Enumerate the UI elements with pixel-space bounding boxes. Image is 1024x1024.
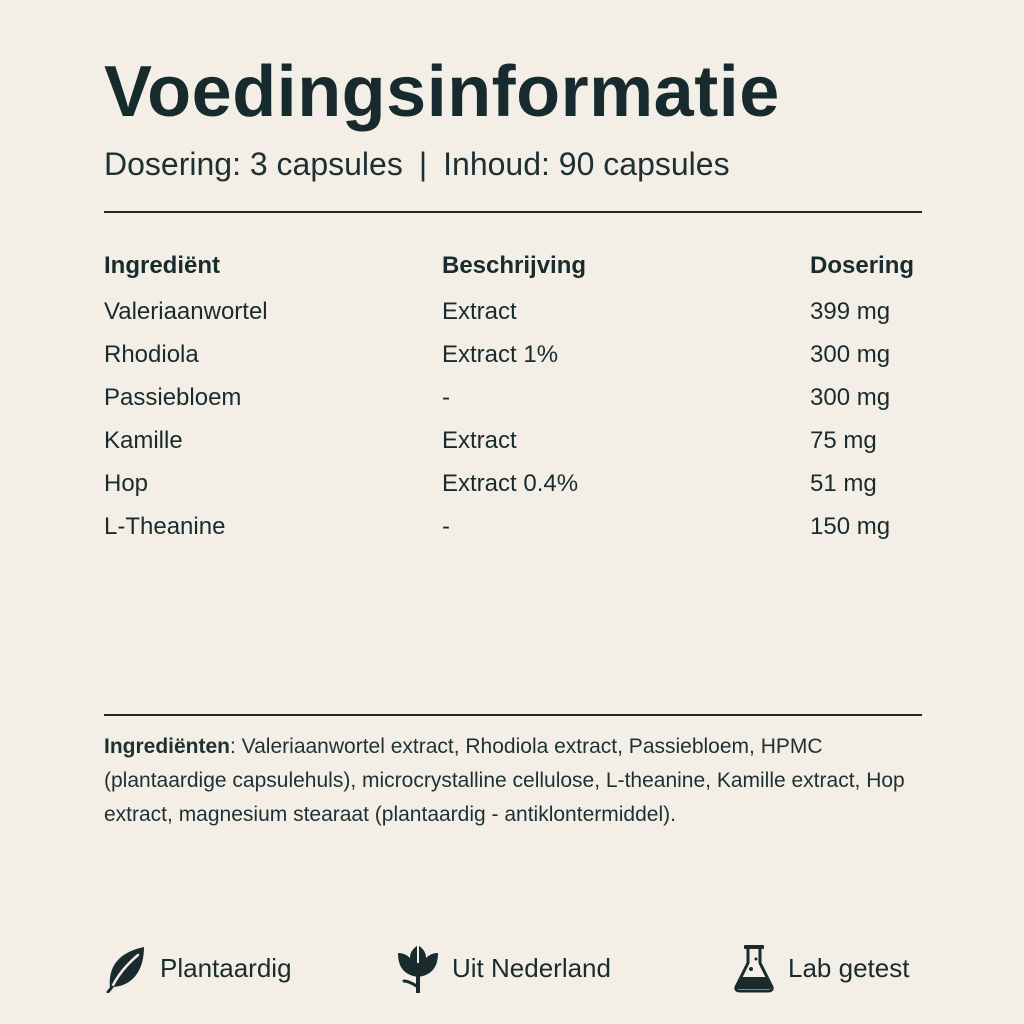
ingredients-text: : Valeriaanwortel extract, Rhodiola extract, Passiebloem, HPMC (plantaardige capsulehuls), microcrystalline cellulose, L-theanine, Kamille extract, Hop extract, magnesium stearaat (plantaardig - antiklontermiddel). — [104, 735, 905, 826]
nutrition-panel — [104, 0, 922, 1024]
table-header — [104, 250, 922, 296]
ingredient-cell: Kamille — [104, 427, 183, 454]
table-row — [104, 382, 922, 425]
description-cell: - — [442, 384, 450, 411]
content-label: Inhoud: 90 capsules — [443, 146, 730, 182]
dose-label: Dosering: 3 capsules — [104, 146, 403, 182]
feature-label: Lab getest — [788, 952, 910, 983]
description-cell: Extract 0.4% — [442, 470, 579, 497]
table-row — [104, 511, 922, 554]
ingredient-cell: Valeriaanwortel — [104, 298, 268, 325]
bottom-divider — [104, 714, 922, 716]
ingredient-cell: L-Theanine — [104, 513, 226, 540]
description-cell: Extract — [442, 427, 517, 454]
serving-info — [104, 142, 730, 186]
dosage-cell: 150 mg — [810, 513, 891, 540]
feature-label: Uit Nederland — [452, 952, 611, 983]
nutrition-table — [104, 250, 922, 554]
ingredients-list — [104, 730, 922, 832]
dosage-cell: 300 mg — [810, 384, 891, 411]
feature-plant-based — [104, 940, 292, 996]
dosage-cell: 75 mg — [810, 427, 877, 454]
column-header-ingredient: Ingrediënt — [104, 252, 221, 279]
description-cell: Extract 1% — [442, 341, 559, 368]
table-row — [104, 296, 922, 339]
table-row — [104, 425, 922, 468]
feature-badges — [104, 940, 922, 996]
ingredient-cell: Passiebloem — [104, 384, 242, 411]
column-header-description: Beschrijving — [442, 252, 587, 279]
description-cell: Extract — [442, 298, 517, 325]
leaf-icon — [104, 943, 148, 993]
feature-label: Plantaardig — [160, 952, 292, 983]
separator: | — [418, 146, 428, 182]
flask-icon — [732, 943, 776, 993]
tulip-icon — [396, 943, 440, 993]
top-divider — [104, 211, 922, 213]
dosage-cell: 399 mg — [810, 298, 891, 325]
table-row — [104, 468, 922, 511]
feature-from-netherlands — [396, 940, 611, 996]
feature-lab-tested — [732, 940, 909, 996]
ingredients-label: Ingrediënten — [104, 735, 231, 758]
column-header-dosage: Dosering — [810, 252, 915, 279]
description-cell: - — [442, 513, 450, 540]
table-row — [104, 339, 922, 382]
ingredient-cell: Rhodiola — [104, 341, 199, 368]
dosage-cell: 300 mg — [810, 341, 891, 368]
ingredient-cell: Hop — [104, 470, 149, 497]
dosage-cell: 51 mg — [810, 470, 877, 497]
page-title: Voedingsinformatie — [104, 52, 780, 132]
